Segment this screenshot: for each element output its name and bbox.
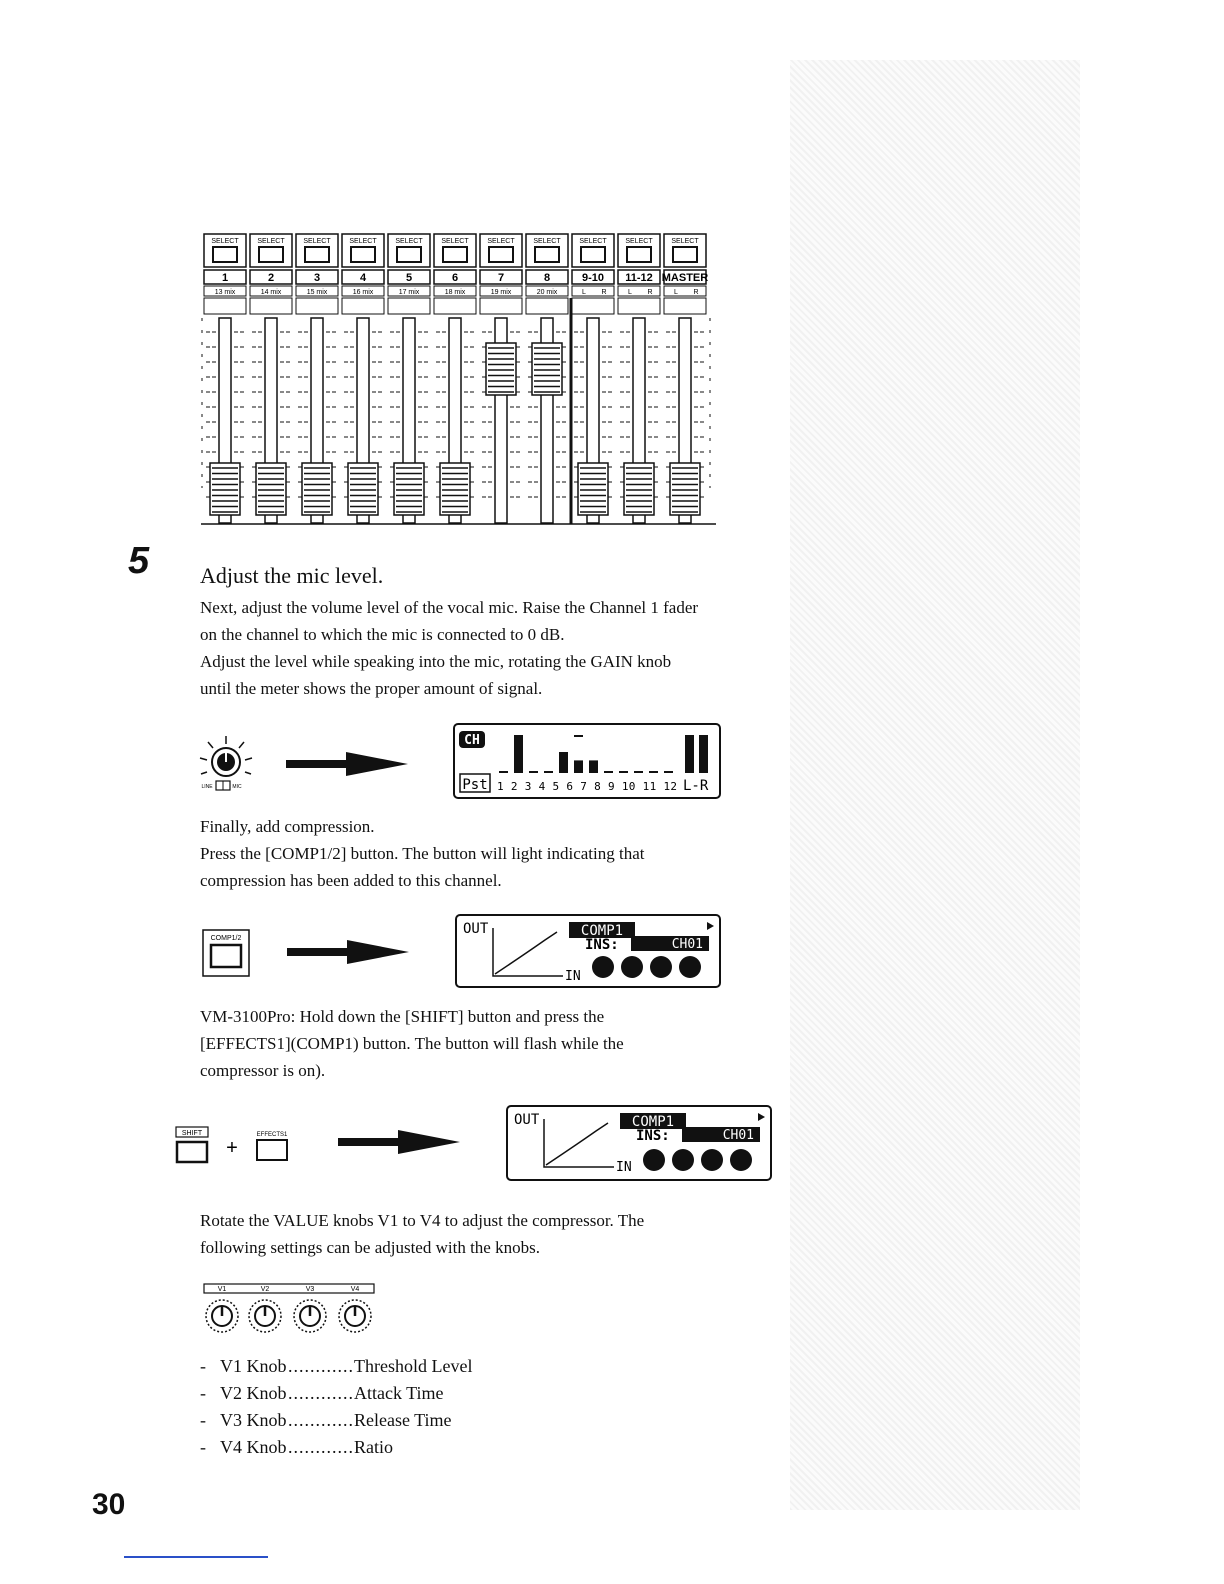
channel-number: 2	[267, 272, 275, 284]
comp-lcd-display-2	[506, 1105, 772, 1181]
channel-number: 6	[451, 272, 459, 284]
select-label: SELECT	[349, 238, 377, 245]
meter-lr-label: L-R	[683, 778, 709, 794]
lr-label: R	[693, 289, 699, 296]
routing-box	[618, 298, 660, 314]
comp-lcd-display	[455, 914, 721, 988]
text-line: Press the [COMP1/2] button. The button will light indicating that	[200, 844, 645, 863]
routing-box	[204, 298, 246, 314]
sub-channel-label: 19 mix	[490, 289, 512, 296]
side-margin-shading	[790, 60, 1080, 1510]
text-line: Finally, add compression.	[200, 817, 375, 836]
lr-label: L	[582, 289, 586, 296]
knob-setting: Ratio	[354, 1437, 393, 1457]
select-label: SELECT	[395, 238, 423, 245]
sub-channel-label: 20 mix	[536, 289, 558, 296]
select-label: SELECT	[671, 238, 699, 245]
text-line: until the meter shows the proper amount of signal.	[200, 679, 543, 698]
meter-peak	[699, 735, 708, 737]
meter-peak	[514, 735, 523, 737]
select-label: SELECT	[579, 238, 607, 245]
step-number: 5	[128, 540, 150, 582]
select-button-icon	[213, 247, 237, 262]
meter-lcd-display	[453, 723, 721, 799]
mixer-fader-illustration	[196, 228, 726, 530]
routing-box	[480, 298, 522, 314]
routing-box	[296, 298, 338, 314]
text-line: Adjust the level while speaking into the mic, rotating the GAIN knob	[200, 652, 672, 671]
channel-number: 7	[497, 272, 505, 284]
select-button-icon	[627, 247, 651, 262]
routing-box	[250, 298, 292, 314]
text-line: compression has been added to this channel.	[200, 871, 502, 890]
sub-channel-label: 13 mix	[214, 289, 236, 296]
knob-setting: Threshold Level	[354, 1356, 473, 1376]
select-label: SELECT	[487, 238, 515, 245]
meter-bar	[664, 771, 673, 773]
sub-channel-box	[572, 286, 614, 296]
select-label: SELECT	[257, 238, 285, 245]
routing-box	[342, 298, 384, 314]
meter-bar	[604, 771, 613, 773]
instruction-paragraph-2	[200, 813, 780, 894]
channel-number: 9-10	[581, 272, 605, 284]
list-item: - V2 Knob............Attack Time	[200, 1380, 472, 1407]
sub-channel-label: 17 mix	[398, 289, 420, 296]
lr-label: R	[601, 289, 607, 296]
meter-bar	[634, 771, 643, 773]
select-button-icon	[305, 247, 329, 262]
comp-button-label: COMP1/2	[210, 935, 242, 942]
gain-knob-icon	[196, 734, 256, 794]
select-button-icon	[351, 247, 375, 262]
gain-line-label: LINE	[201, 784, 213, 790]
channel-number: 8	[543, 272, 551, 284]
routing-box	[572, 298, 614, 314]
meter-channel-numbers: 1 2 3 4 5 6 7 8 9 10 11 12	[497, 780, 677, 793]
routing-box	[388, 298, 430, 314]
value-knob-label: V1	[217, 1286, 227, 1293]
effects-button-label: EFFECTS1	[256, 1132, 288, 1138]
meter-bar	[544, 771, 553, 773]
select-button-icon	[673, 247, 697, 262]
meter-bar	[499, 771, 508, 773]
sub-channel-label: 16 mix	[352, 289, 374, 296]
knob-name: V1 Knob	[220, 1356, 287, 1376]
value-knob-label: V4	[350, 1286, 360, 1293]
channel-number: 3	[313, 272, 321, 284]
lr-label: L	[628, 289, 632, 296]
meter-bar	[559, 752, 568, 773]
meter-bar	[574, 760, 583, 773]
shift-effects-buttons	[175, 1126, 295, 1166]
step-heading: Adjust the mic level.	[200, 563, 384, 588]
channel-number: 4	[359, 272, 367, 284]
lr-label: L	[674, 289, 678, 296]
comp-out-label: OUT	[514, 1112, 540, 1128]
sub-channel-box	[618, 286, 660, 296]
select-button-icon	[535, 247, 559, 262]
list-item: - V4 Knob............Ratio	[200, 1434, 472, 1461]
knob-name: V4 Knob	[220, 1437, 287, 1457]
knob-setting: Attack Time	[354, 1383, 444, 1403]
page-number: 30	[92, 1488, 126, 1521]
comp-title: COMP1	[631, 1114, 675, 1130]
comp-in-label: IN	[616, 1160, 632, 1175]
routing-box	[434, 298, 476, 314]
arrow-right-icon	[286, 752, 408, 776]
text-line: compressor is on).	[200, 1061, 326, 1080]
comp-channel: CH01	[671, 937, 703, 952]
select-label: SELECT	[533, 238, 561, 245]
meter-bar	[529, 771, 538, 773]
text-line: Rotate the VALUE knobs V1 to V4 to adjust the compressor. The	[200, 1211, 645, 1230]
comp-button-icon	[202, 929, 250, 977]
meter-bar	[649, 771, 658, 773]
list-item: - V3 Knob............Release Time	[200, 1407, 472, 1434]
value-knob-label: V2	[260, 1286, 270, 1293]
select-button-icon	[581, 247, 605, 262]
knob-settings-list	[200, 1353, 472, 1461]
comp-title: COMP1	[580, 923, 624, 939]
routing-box	[526, 298, 568, 314]
meter-bar	[685, 735, 694, 773]
sub-channel-label: 15 mix	[306, 289, 328, 296]
select-button-icon	[443, 247, 467, 262]
select-button-icon	[489, 247, 513, 262]
plus-sign: +	[226, 1137, 238, 1159]
meter-pst-label: Pst	[462, 777, 488, 793]
instruction-paragraph-3	[200, 1003, 780, 1084]
knob-name: V3 Knob	[220, 1410, 287, 1430]
instruction-paragraph-4	[200, 1207, 780, 1261]
sub-channel-label: 18 mix	[444, 289, 466, 296]
lr-label: R	[647, 289, 653, 296]
meter-bar	[699, 735, 708, 773]
channel-number: 1	[221, 272, 229, 284]
select-label: SELECT	[441, 238, 469, 245]
meter-peak	[574, 735, 583, 737]
channel-number: MASTER	[661, 272, 709, 284]
meter-peak	[685, 735, 694, 737]
sub-channel-box	[664, 286, 706, 296]
arrow-right-icon	[287, 940, 409, 964]
arrow-right-icon	[338, 1130, 460, 1154]
select-label: SELECT	[211, 238, 239, 245]
text-line: on the channel to which the mic is connected to 0 dB.	[200, 625, 565, 644]
text-line: following settings can be adjusted with the knobs.	[200, 1238, 540, 1257]
channel-number: 11-12	[625, 272, 653, 284]
text-line: Next, adjust the volume level of the vocal mic. Raise the Channel 1 fader	[200, 598, 699, 617]
comp-channel: CH01	[722, 1128, 754, 1143]
footer-rule	[124, 1556, 268, 1558]
meter-bar	[514, 735, 523, 773]
value-knob-label: V3	[305, 1286, 315, 1293]
sub-channel-label: 14 mix	[260, 289, 282, 296]
text-line: [EFFECTS1](COMP1) button. The button will flash while the	[200, 1034, 624, 1053]
shift-button-label: SHIFT	[181, 1130, 203, 1137]
comp-out-label: OUT	[463, 921, 489, 937]
text-line: VM-3100Pro: Hold down the [SHIFT] button and press the	[200, 1007, 605, 1026]
meter-ch-label: CH	[464, 733, 480, 748]
select-button-icon	[259, 247, 283, 262]
list-item: - V1 Knob............Threshold Level	[200, 1353, 472, 1380]
comp-in-label: IN	[565, 969, 581, 984]
knob-name: V2 Knob	[220, 1383, 287, 1403]
select-button-icon	[397, 247, 421, 262]
gain-mic-label: MIC	[232, 784, 242, 790]
select-label: SELECT	[625, 238, 653, 245]
comp-ins-label: INS:	[585, 937, 619, 953]
comp-ins-label: INS:	[636, 1128, 670, 1144]
routing-box	[664, 298, 706, 314]
channel-number: 5	[405, 272, 413, 284]
knob-setting: Release Time	[354, 1410, 452, 1430]
meter-bar	[589, 760, 598, 773]
instruction-paragraph-1	[200, 594, 780, 702]
meter-bar	[619, 771, 628, 773]
select-label: SELECT	[303, 238, 331, 245]
value-knobs-icon	[200, 1283, 380, 1335]
